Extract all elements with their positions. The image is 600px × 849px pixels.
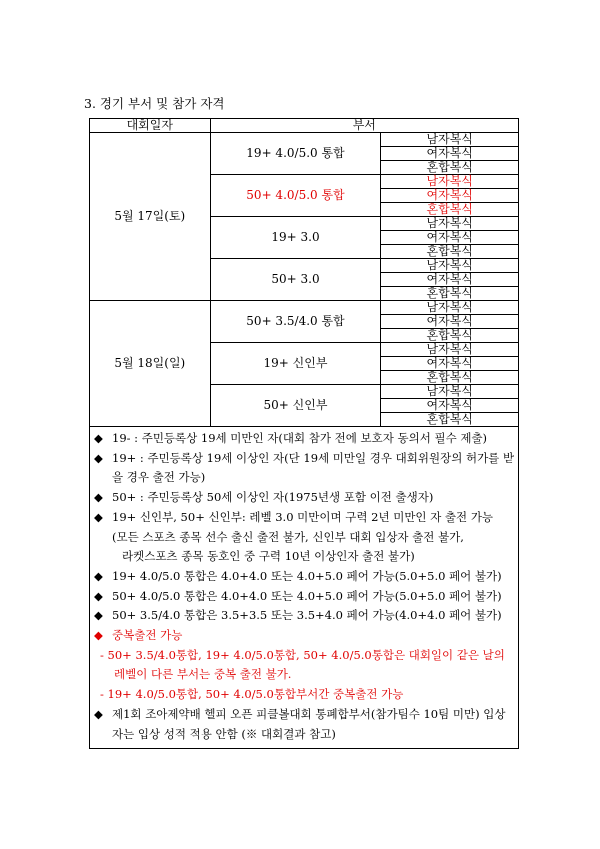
event-cell: 남자복식: [381, 217, 519, 231]
diamond-bullet-icon: ◆: [94, 431, 103, 445]
table-row: [90, 133, 519, 147]
note-line: 19+ 4.0/5.0 통합은 4.0+4.0 또는 4.0+5.0 페어 가능(5.0+5.0 페어 불가): [112, 568, 502, 583]
event-cell: 남자복식: [381, 133, 519, 147]
header-date: 대회일자: [90, 119, 211, 133]
event-cell: 여자복식: [381, 147, 519, 161]
note-item: [94, 626, 514, 646]
note-item: [94, 488, 514, 508]
diamond-bullet-icon: ◆: [94, 509, 103, 524]
notes-cell: [90, 427, 519, 749]
note-line: 19+ 신인부, 50+ 신인부: 레벨 3.0 미만이며 구력 2년 미만인 자 출전 가능: [112, 509, 494, 524]
note-line: - 19+ 4.0/5.0통합, 50+ 4.0/5.0통합부서간 중복출전 가능: [100, 687, 404, 702]
event-cell: 남자복식: [381, 385, 519, 399]
table-row: [90, 301, 519, 315]
event-cell: 남자복식: [381, 175, 519, 189]
note-line: - 50+ 3.5/4.0통합, 19+ 4.0/5.0통합, 50+ 4.0/5.0통합은 대회일이 같은 날의: [100, 647, 505, 662]
date-cell: 5월 18일(일): [90, 301, 211, 427]
note-item: [94, 606, 514, 626]
division-name-cell: 19+ 3.0: [210, 217, 381, 259]
note-line: 라켓스포츠 종목 동호인 중 구력 10년 이상인자 출전 불가): [122, 549, 415, 564]
diamond-bullet-icon: ◆: [94, 628, 103, 643]
event-cell: 혼합복식: [381, 161, 519, 175]
event-cell: 여자복식: [381, 399, 519, 413]
event-cell: 혼합복식: [381, 413, 519, 427]
note-line: 19- : 주민등록상 19세 미만인 자(대회 참가 전에 보호자 동의서 필수 제출): [112, 431, 488, 445]
event-cell: 혼합복식: [381, 329, 519, 343]
note-item: [94, 646, 514, 685]
event-cell: 남자복식: [381, 259, 519, 273]
division-name-cell: 19+ 4.0/5.0 통합: [210, 133, 381, 175]
note-line: 50+ 3.5/4.0 통합은 3.5+3.5 또는 3.5+4.0 페어 가능(4.0+4.0 페어 불가): [112, 608, 502, 623]
section-title: 3. 경기 부서 및 참가 자격: [84, 96, 225, 111]
diamond-bullet-icon: ◆: [94, 450, 103, 465]
event-cell: 여자복식: [381, 315, 519, 329]
note-line: (모든 스포츠 종목 선수 출신 출전 불가, 신인부 대회 입상자 출전 불가,: [112, 529, 464, 544]
division-name-cell: 19+ 신인부: [210, 343, 381, 385]
event-cell: 여자복식: [381, 189, 519, 203]
note-line: 레벨이 다른 부서는 중복 출전 불가.: [114, 667, 292, 682]
note-item: [94, 587, 514, 607]
note-item: [94, 449, 514, 488]
event-cell: 여자복식: [381, 231, 519, 245]
note-item: [94, 705, 514, 744]
event-cell: 여자복식: [381, 273, 519, 287]
note-item: [94, 429, 514, 449]
event-cell: 혼합복식: [381, 371, 519, 385]
note-line: 을 경우 출전 가능): [112, 470, 206, 485]
note-line: 19+ : 주민등록상 19세 이상인 자(단 19세 미만일 경우 대회위원장의 허가를 받: [112, 450, 515, 465]
note-line: 50+ : 주민등록상 50세 이상인 자(1975년생 포함 이전 출생자): [112, 490, 434, 505]
date-cell: 5월 17일(토): [90, 133, 211, 301]
note-item: [94, 508, 514, 567]
event-cell: 여자복식: [381, 357, 519, 371]
division-name-cell: 50+ 4.0/5.0 통합: [210, 175, 381, 217]
diamond-bullet-icon: ◆: [94, 568, 103, 583]
diamond-bullet-icon: ◆: [94, 706, 103, 721]
note-line: 제1회 조아제약배 헬피 오픈 피클볼대회 통폐합부서(참가팀수 10팀 미만) 입상: [112, 706, 506, 721]
notes-row: [90, 427, 519, 749]
header-division: 부서: [210, 119, 518, 133]
diamond-bullet-icon: ◆: [94, 490, 103, 505]
table-header-row: [90, 119, 519, 133]
diamond-bullet-icon: ◆: [94, 588, 103, 603]
note-line: 자는 입상 성적 적용 안함 (※ 대회결과 참고): [112, 726, 336, 741]
division-name-cell: 50+ 신인부: [210, 385, 381, 427]
note-line: 50+ 4.0/5.0 통합은 4.0+4.0 또는 4.0+5.0 페어 가능(5.0+5.0 페어 불가): [112, 588, 502, 603]
event-cell: 혼합복식: [381, 287, 519, 301]
event-cell: 남자복식: [381, 301, 519, 315]
diamond-bullet-icon: ◆: [94, 608, 103, 623]
note-item: [94, 567, 514, 587]
event-cell: 남자복식: [381, 343, 519, 357]
note-line: 중복출전 가능: [112, 628, 183, 643]
division-name-cell: 50+ 3.0: [210, 259, 381, 301]
division-table: [89, 118, 519, 749]
event-cell: 혼합복식: [381, 245, 519, 259]
note-item: [94, 685, 514, 705]
event-cell: 혼합복식: [381, 203, 519, 217]
division-name-cell: 50+ 3.5/4.0 통합: [210, 301, 381, 343]
